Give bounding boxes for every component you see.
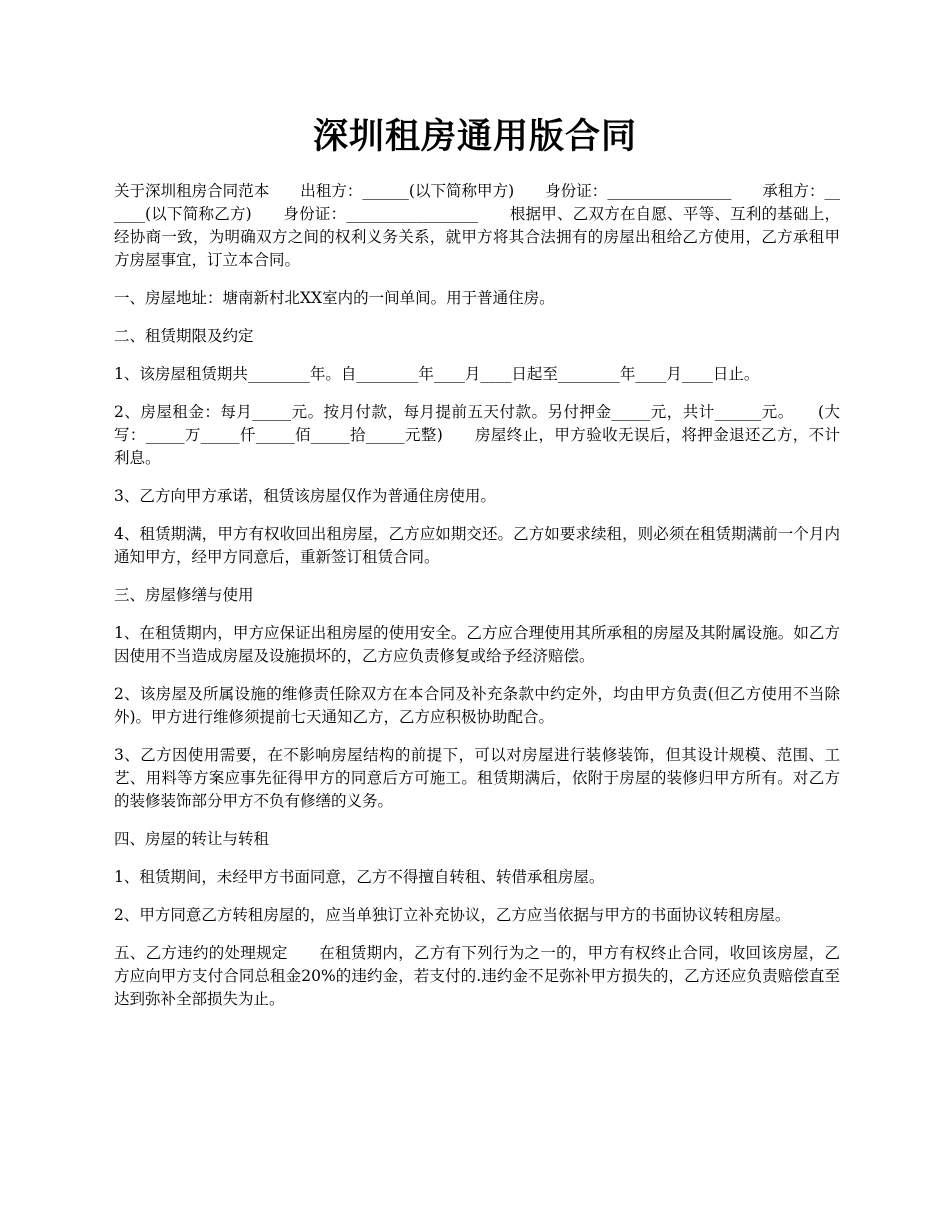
paragraph-section-3-heading: 三、房屋修缮与使用 — [114, 586, 254, 604]
paragraph-section-1-address: 一、房屋地址：塘南新村北XX室内的一间单间。用于普通住房。 — [114, 289, 555, 307]
document-body — [114, 180, 840, 1026]
paragraph-2-3-usage: 3、乙方向甲方承诺，租赁该房屋仅作为普通住房使用。 — [114, 487, 496, 505]
paragraph-2-1-term: 1、该房屋租赁期共________年。自________年____月____日起至________年____月____日止。 — [114, 365, 760, 383]
paragraph-3-3-decoration: 3、乙方因使用需要，在不影响房屋结构的前提下，可以对房屋进行装修装饰，但其设计规模、范围、工艺、用料等方案应事先征得甲方的同意后方可施工。租赁期满后，依附于房屋的装修归甲方所有。对乙方的装修装饰部分甲方不负有修缮的义务。 — [114, 746, 840, 810]
paragraph-3-2-repair: 2、该房屋及所属设施的维修责任除双方在本合同及补充条款中约定外，均由甲方负责(但乙方使用不当除外)。甲方进行维修须提前七天通知乙方，乙方应积极协助配合。 — [114, 685, 840, 726]
paragraph-2-2-rent: 2、房屋租金：每月_____元。按月付款，每月提前五天付款。另付押金_____元，共计______元。 (大写：_____万_____仟_____佰_____拾_____元整) 房屋终止，甲方验收无误后，将押金退还乙方，不计利息。 — [114, 403, 840, 467]
document-title: 深圳租房通用版合同 — [312, 116, 637, 157]
paragraph-4-2-sublet-agreement: 2、甲方同意乙方转租房屋的，应当单独订立补充协议，乙方应当依据与甲方的书面协议转租房屋。 — [114, 906, 791, 924]
paragraph-4-1-sublet: 1、租赁期间，未经甲方书面同意，乙方不得擅自转租、转借承租房屋。 — [114, 868, 605, 886]
paragraph-section-2-heading: 二、租赁期限及约定 — [114, 327, 254, 345]
paragraph-intro: 关于深圳租房合同范本 出租方：______(以下简称甲方) 身份证：________________ 承租方：______(以下简称乙方) 身份证：_________________ 根据甲、乙双方在自愿、平等、互利的基础上，经协商一致，为明确双方之间的权利义务关系，就甲方将其合法拥有的房屋出租给乙方使用，乙方承租甲方房屋事宜，订立本合同。 — [114, 182, 840, 269]
paragraph-3-1-safety: 1、在租赁期内，甲方应保证出租房屋的使用安全。乙方应合理使用其所承租的房屋及其附属设施。如乙方因使用不当造成房屋及设施损坏的，乙方应负责修复或给予经济赔偿。 — [114, 624, 840, 665]
paragraph-section-5-breach: 五、乙方违约的处理规定 在租赁期内，乙方有下列行为之一的，甲方有权终止合同，收回该房屋，乙方应向甲方支付合同总租金20%的违约金，若支付的.违约金不足弥补甲方损失的，乙方还应负责赔偿直至达到弥补全部损失为止。 — [114, 944, 840, 1008]
paragraph-section-4-heading: 四、房屋的转让与转租 — [114, 830, 270, 848]
paragraph-2-4-renewal: 4、租赁期满，甲方有权收回出租房屋，乙方应如期交还。乙方如要求续租，则必须在租赁期满前一个月内通知甲方，经甲方同意后，重新签订租赁合同。 — [114, 525, 840, 566]
